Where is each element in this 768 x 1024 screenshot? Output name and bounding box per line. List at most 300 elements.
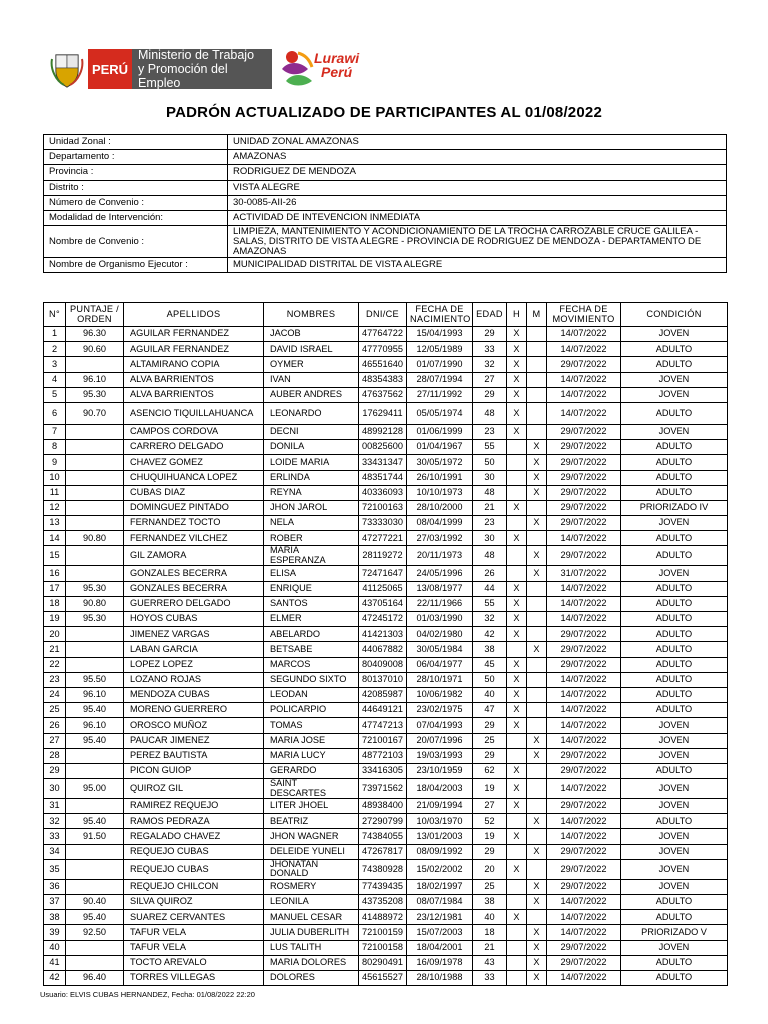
col-apellidos-cell: SUAREZ CERVANTES xyxy=(124,910,264,925)
col-dni-cell: 43735208 xyxy=(359,895,407,910)
col-puntaje-cell: 90.80 xyxy=(66,531,124,546)
col-fecha-nac-cell: 21/09/1994 xyxy=(407,799,473,814)
table-row xyxy=(44,612,728,627)
col-fecha-nac-cell: 18/04/2001 xyxy=(407,940,473,955)
col-h-cell: X xyxy=(507,327,527,342)
col-num-cell: 2 xyxy=(44,342,66,357)
col-condicion-cell: ADULTO xyxy=(621,485,728,500)
col-apellidos-cell: ALTAMIRANO COPIA xyxy=(124,357,264,372)
table-row xyxy=(44,748,728,763)
col-nombres-cell: REYNA xyxy=(264,485,359,500)
col-edad-cell: 40 xyxy=(473,687,507,702)
col-m-cell: X xyxy=(527,470,547,485)
col-fecha-nac-cell: 01/03/1990 xyxy=(407,612,473,627)
table-row xyxy=(44,879,728,894)
col-h-cell xyxy=(507,925,527,940)
col-h-cell xyxy=(507,814,527,829)
col-nombres-cell: TOMAS xyxy=(264,718,359,733)
col-apellidos-cell: CUBAS DIAZ xyxy=(124,485,264,500)
col-puntaje-cell: 95.40 xyxy=(66,910,124,925)
col-puntaje-cell: 90.80 xyxy=(66,596,124,611)
table-row xyxy=(44,779,728,799)
col-h-cell xyxy=(507,642,527,657)
col-apellidos-cell: TORRES VILLEGAS xyxy=(124,970,264,985)
col-nombres-cell: MARIA DOLORES xyxy=(264,955,359,970)
col-h-cell xyxy=(507,940,527,955)
info-label: Unidad Zonal : xyxy=(44,135,228,150)
col-fecha-mov-cell: 29/07/2022 xyxy=(547,500,621,515)
col-fecha-mov-cell: 29/07/2022 xyxy=(547,763,621,778)
col-h-cell: X xyxy=(507,910,527,925)
info-label: Provincia : xyxy=(44,165,228,180)
table-row xyxy=(44,844,728,859)
col-fecha-mov-cell: 14/07/2022 xyxy=(547,387,621,402)
col-condicion-cell: ADULTO xyxy=(621,627,728,642)
col-puntaje-cell: 96.40 xyxy=(66,970,124,985)
table-row xyxy=(44,357,728,372)
col-dni-cell: 72100158 xyxy=(359,940,407,955)
col-nombres-cell: LEONILA xyxy=(264,895,359,910)
col-condicion-cell: PRIORIZADO V xyxy=(621,925,728,940)
col-h-cell: X xyxy=(507,672,527,687)
col-nombres-cell: ELISA xyxy=(264,566,359,581)
info-value: ACTIVIDAD DE INTEVENCION INMEDIATA xyxy=(228,210,727,225)
info-label: Número de Convenio : xyxy=(44,195,228,210)
col-condicion-cell: ADULTO xyxy=(621,531,728,546)
info-value: MUNICIPALIDAD DISTRITAL DE VISTA ALEGRE xyxy=(228,258,727,273)
col-fecha-nac-cell: 13/08/1977 xyxy=(407,581,473,596)
col-h-cell: X xyxy=(507,779,527,799)
table-row xyxy=(44,516,728,531)
col-nombres-cell: MANUEL CESAR xyxy=(264,910,359,925)
col-fecha-mov-cell: 14/07/2022 xyxy=(547,596,621,611)
col-dni-cell: 17629411 xyxy=(359,402,407,424)
col-num-cell: 37 xyxy=(44,895,66,910)
col-apellidos-cell: TAFUR VELA xyxy=(124,940,264,955)
col-nombres-cell: OYMER xyxy=(264,357,359,372)
col-condicion-cell: ADULTO xyxy=(621,970,728,985)
col-h-cell: X xyxy=(507,687,527,702)
col-edad-cell: 29 xyxy=(473,387,507,402)
col-edad-cell: 33 xyxy=(473,970,507,985)
footer-user-stamp: Usuario: ELVIS CUBAS HERNANDEZ, Fecha: 01/08/2022 22:20 xyxy=(40,990,255,999)
table-row xyxy=(44,829,728,844)
col-edad-cell: 30 xyxy=(473,531,507,546)
col-puntaje-cell xyxy=(66,748,124,763)
col-edad-cell: 43 xyxy=(473,955,507,970)
col-m-cell xyxy=(527,672,547,687)
col-fecha-mov-cell: 31/07/2022 xyxy=(547,566,621,581)
col-fecha-nac-cell: 28/10/2000 xyxy=(407,500,473,515)
col-puntaje-cell: 95.40 xyxy=(66,733,124,748)
col-dni-cell: 77439435 xyxy=(359,879,407,894)
col-edad-cell: 48 xyxy=(473,546,507,566)
col-apellidos-cell: REQUEJO CUBAS xyxy=(124,844,264,859)
col-m-cell xyxy=(527,703,547,718)
col-edad-cell: 20 xyxy=(473,859,507,879)
col-num-cell: 41 xyxy=(44,955,66,970)
col-edad-cell: 45 xyxy=(473,657,507,672)
col-num-cell: 32 xyxy=(44,814,66,829)
table-row xyxy=(44,627,728,642)
col-apellidos-cell: LOPEZ LOPEZ xyxy=(124,657,264,672)
col-nombres-cell: SEGUNDO SIXTO xyxy=(264,672,359,687)
col-fecha-mov-cell: 14/07/2022 xyxy=(547,372,621,387)
col-condicion-cell: ADULTO xyxy=(621,612,728,627)
table-row xyxy=(44,455,728,470)
col-h-cell: X xyxy=(507,372,527,387)
col-h-cell: X xyxy=(507,703,527,718)
col-num-cell: 21 xyxy=(44,642,66,657)
table-row xyxy=(44,799,728,814)
col-puntaje-cell: 95.00 xyxy=(66,779,124,799)
col-apellidos-cell: RAMIREZ REQUEJO xyxy=(124,799,264,814)
col-nombres-cell: ROBER xyxy=(264,531,359,546)
col-apellidos-cell: ASENCIO TIQUILLAHUANCA xyxy=(124,402,264,424)
col-h-cell: X xyxy=(507,531,527,546)
col-fecha-nac-header: FECHA DE NACIMIENTO xyxy=(407,303,473,327)
col-edad-cell: 38 xyxy=(473,895,507,910)
col-dni-cell: 72100167 xyxy=(359,733,407,748)
col-condicion-cell: JOVEN xyxy=(621,424,728,439)
col-puntaje-cell: 95.40 xyxy=(66,703,124,718)
table-row xyxy=(44,485,728,500)
col-fecha-mov-cell: 29/07/2022 xyxy=(547,455,621,470)
col-edad-cell: 47 xyxy=(473,703,507,718)
col-num-cell: 30 xyxy=(44,779,66,799)
table-row xyxy=(44,910,728,925)
col-fecha-nac-cell: 20/11/1973 xyxy=(407,546,473,566)
col-fecha-nac-cell: 28/10/1971 xyxy=(407,672,473,687)
col-m-cell: X xyxy=(527,970,547,985)
col-m-cell: X xyxy=(527,814,547,829)
col-apellidos-header: APELLIDOS xyxy=(124,303,264,327)
col-condicion-cell: ADULTO xyxy=(621,342,728,357)
col-apellidos-cell: FERNANDEZ TOCTO xyxy=(124,516,264,531)
col-h-cell: X xyxy=(507,424,527,439)
col-dni-cell: 47637562 xyxy=(359,387,407,402)
col-nombres-cell: MARCOS xyxy=(264,657,359,672)
col-edad-cell: 25 xyxy=(473,879,507,894)
col-dni-cell: 47245172 xyxy=(359,612,407,627)
col-nombres-cell: LOIDE MARIA xyxy=(264,455,359,470)
col-nombres-cell: JHON WAGNER xyxy=(264,829,359,844)
col-dni-cell: 44649121 xyxy=(359,703,407,718)
col-dni-cell: 27290799 xyxy=(359,814,407,829)
col-apellidos-cell: MORENO GUERRERO xyxy=(124,703,264,718)
info-row xyxy=(44,150,727,165)
info-row xyxy=(44,210,727,225)
col-puntaje-cell xyxy=(66,424,124,439)
col-m-cell: X xyxy=(527,485,547,500)
col-dni-cell: 48938400 xyxy=(359,799,407,814)
col-apellidos-cell: LABAN GARCIA xyxy=(124,642,264,657)
col-num-cell: 28 xyxy=(44,748,66,763)
col-num-cell: 13 xyxy=(44,516,66,531)
col-fecha-nac-cell: 01/04/1967 xyxy=(407,440,473,455)
col-fecha-mov-cell: 29/07/2022 xyxy=(547,844,621,859)
peru-brand-box xyxy=(88,49,132,89)
col-fecha-nac-cell: 10/03/1970 xyxy=(407,814,473,829)
col-fecha-nac-cell: 30/05/1972 xyxy=(407,455,473,470)
peru-coat-of-arms-icon xyxy=(50,49,84,89)
col-edad-cell: 21 xyxy=(473,940,507,955)
col-fecha-mov-cell: 14/07/2022 xyxy=(547,925,621,940)
col-dni-cell: 72100163 xyxy=(359,500,407,515)
col-m-cell xyxy=(527,687,547,702)
col-num-cell: 3 xyxy=(44,357,66,372)
col-puntaje-cell: 96.10 xyxy=(66,687,124,702)
col-puntaje-cell xyxy=(66,485,124,500)
col-dni-cell: 33416305 xyxy=(359,763,407,778)
col-apellidos-cell: SILVA QUIROZ xyxy=(124,895,264,910)
col-dni-cell: 41125065 xyxy=(359,581,407,596)
col-fecha-mov-cell: 29/07/2022 xyxy=(547,424,621,439)
col-edad-cell: 27 xyxy=(473,799,507,814)
col-edad-cell: 19 xyxy=(473,779,507,799)
col-fecha-mov-cell: 14/07/2022 xyxy=(547,779,621,799)
col-h-cell: X xyxy=(507,387,527,402)
col-h-cell: X xyxy=(507,612,527,627)
col-nombres-cell: DOLORES xyxy=(264,970,359,985)
col-condicion-cell: JOVEN xyxy=(621,387,728,402)
col-condicion-cell: ADULTO xyxy=(621,895,728,910)
col-h-cell: X xyxy=(507,500,527,515)
col-fecha-nac-cell: 15/07/2003 xyxy=(407,925,473,940)
col-h-cell: X xyxy=(507,829,527,844)
col-num-cell: 34 xyxy=(44,844,66,859)
col-num-cell: 5 xyxy=(44,387,66,402)
col-dni-cell: 00825600 xyxy=(359,440,407,455)
convenio-info-table xyxy=(43,134,727,273)
col-nombres-cell: AUBER ANDRES xyxy=(264,387,359,402)
col-m-cell xyxy=(527,372,547,387)
col-condicion-cell: ADULTO xyxy=(621,672,728,687)
col-nombres-cell: LUS TALITH xyxy=(264,940,359,955)
info-row xyxy=(44,258,727,273)
table-row xyxy=(44,814,728,829)
col-puntaje-cell xyxy=(66,844,124,859)
col-puntaje-cell: 95.30 xyxy=(66,581,124,596)
col-num-cell: 33 xyxy=(44,829,66,844)
col-condicion-cell: JOVEN xyxy=(621,799,728,814)
col-dni-cell: 41488972 xyxy=(359,910,407,925)
col-nombres-header: NOMBRES xyxy=(264,303,359,327)
col-apellidos-cell: REGALADO CHAVEZ xyxy=(124,829,264,844)
col-nombres-cell: MARIA ESPERANZA xyxy=(264,546,359,566)
col-condicion-cell: JOVEN xyxy=(621,829,728,844)
col-puntaje-header: PUNTAJE / ORDEN xyxy=(66,303,124,327)
col-fecha-nac-cell: 20/07/1996 xyxy=(407,733,473,748)
col-edad-cell: 30 xyxy=(473,470,507,485)
col-edad-cell: 29 xyxy=(473,327,507,342)
col-fecha-mov-cell: 14/07/2022 xyxy=(547,718,621,733)
col-h-cell xyxy=(507,470,527,485)
col-apellidos-cell: PAUCAR JIMENEZ xyxy=(124,733,264,748)
ministry-line-2: y Promoción del Empleo xyxy=(138,62,228,90)
col-fecha-nac-cell: 27/03/1992 xyxy=(407,531,473,546)
col-edad-cell: 44 xyxy=(473,581,507,596)
table-row xyxy=(44,342,728,357)
col-num-cell: 40 xyxy=(44,940,66,955)
table-row xyxy=(44,581,728,596)
table-row xyxy=(44,733,728,748)
col-num-cell: 7 xyxy=(44,424,66,439)
col-apellidos-cell: MENDOZA CUBAS xyxy=(124,687,264,702)
col-num-cell: 26 xyxy=(44,718,66,733)
col-fecha-nac-cell: 07/04/1993 xyxy=(407,718,473,733)
col-m-cell: X xyxy=(527,455,547,470)
col-fecha-nac-cell: 18/02/1997 xyxy=(407,879,473,894)
table-row xyxy=(44,763,728,778)
col-edad-cell: 25 xyxy=(473,733,507,748)
col-fecha-nac-cell: 05/05/1974 xyxy=(407,402,473,424)
col-num-cell: 8 xyxy=(44,440,66,455)
col-fecha-nac-cell: 10/06/1982 xyxy=(407,687,473,702)
col-num-cell: 39 xyxy=(44,925,66,940)
col-nombres-cell: JHON JAROL xyxy=(264,500,359,515)
col-condicion-cell: JOVEN xyxy=(621,779,728,799)
table-row xyxy=(44,402,728,424)
col-condicion-cell: ADULTO xyxy=(621,546,728,566)
col-condicion-cell: ADULTO xyxy=(621,470,728,485)
col-fecha-mov-cell: 29/07/2022 xyxy=(547,859,621,879)
col-fecha-nac-cell: 27/11/1992 xyxy=(407,387,473,402)
col-condicion-cell: ADULTO xyxy=(621,440,728,455)
col-apellidos-cell: RAMOS PEDRAZA xyxy=(124,814,264,829)
col-apellidos-cell: TOCTO AREVALO xyxy=(124,955,264,970)
col-nombres-cell: MARIA JOSE xyxy=(264,733,359,748)
col-h-header: H xyxy=(507,303,527,327)
col-fecha-nac-cell: 18/04/2003 xyxy=(407,779,473,799)
col-dni-cell: 48354383 xyxy=(359,372,407,387)
col-nombres-cell: DECNI xyxy=(264,424,359,439)
col-fecha-mov-cell: 29/07/2022 xyxy=(547,516,621,531)
col-edad-cell: 32 xyxy=(473,357,507,372)
col-condicion-cell: JOVEN xyxy=(621,516,728,531)
col-m-header: M xyxy=(527,303,547,327)
col-num-cell: 12 xyxy=(44,500,66,515)
col-fecha-nac-cell: 15/04/1993 xyxy=(407,327,473,342)
col-condicion-cell: ADULTO xyxy=(621,955,728,970)
col-h-cell: X xyxy=(507,627,527,642)
col-puntaje-cell xyxy=(66,763,124,778)
col-puntaje-cell: 91.50 xyxy=(66,829,124,844)
col-h-cell: X xyxy=(507,859,527,879)
col-m-cell: X xyxy=(527,733,547,748)
col-puntaje-cell xyxy=(66,440,124,455)
col-fecha-nac-cell: 01/07/1990 xyxy=(407,357,473,372)
col-fecha-mov-cell: 29/07/2022 xyxy=(547,657,621,672)
col-puntaje-cell xyxy=(66,955,124,970)
col-dni-cell: 28119272 xyxy=(359,546,407,566)
col-apellidos-cell: REQUEJO CHILCON xyxy=(124,879,264,894)
col-m-cell xyxy=(527,357,547,372)
col-apellidos-cell: GONZALES BECERRA xyxy=(124,581,264,596)
col-dni-header: DNI/CE xyxy=(359,303,407,327)
table-row xyxy=(44,596,728,611)
col-h-cell: X xyxy=(507,799,527,814)
col-fecha-nac-cell: 08/09/1992 xyxy=(407,844,473,859)
peru-label: PERÚ xyxy=(91,61,129,77)
info-value: LIMPIEZA, MANTENIMIENTO Y ACONDICIONAMIENTO DE LA TROCHA CARROZABLE CRUCE GALILEA - SALAS, DISTRITO DE VISTA ALEGRE - PROVINCIA DE RODRIGUEZ DE MENDOZA - DEPARTAMENTO DE AMAZONAS xyxy=(228,226,727,258)
col-puntaje-cell: 95.40 xyxy=(66,814,124,829)
col-edad-cell: 29 xyxy=(473,844,507,859)
lurawi-line-2: Perú xyxy=(321,64,353,80)
col-puntaje-cell xyxy=(66,470,124,485)
col-fecha-nac-cell: 28/10/1988 xyxy=(407,970,473,985)
col-fecha-nac-cell: 06/04/1977 xyxy=(407,657,473,672)
table-row xyxy=(44,440,728,455)
col-fecha-mov-cell: 29/07/2022 xyxy=(547,357,621,372)
col-dni-cell: 80137010 xyxy=(359,672,407,687)
col-m-cell: X xyxy=(527,642,547,657)
ministry-line-1: Ministerio de Trabajo xyxy=(138,48,255,62)
col-dni-cell: 47267817 xyxy=(359,844,407,859)
col-num-cell: 31 xyxy=(44,799,66,814)
col-dni-cell: 47764722 xyxy=(359,327,407,342)
table-row xyxy=(44,566,728,581)
col-condicion-cell: JOVEN xyxy=(621,718,728,733)
col-dni-cell: 46551640 xyxy=(359,357,407,372)
ministry-brand-box xyxy=(132,49,272,89)
col-apellidos-cell: GONZALES BECERRA xyxy=(124,566,264,581)
info-value: 30-0085-AII-26 xyxy=(228,195,727,210)
col-edad-cell: 21 xyxy=(473,500,507,515)
col-m-cell xyxy=(527,581,547,596)
header-logos xyxy=(50,46,378,92)
col-h-cell xyxy=(507,440,527,455)
col-m-cell xyxy=(527,342,547,357)
col-puntaje-cell xyxy=(66,566,124,581)
col-h-cell: X xyxy=(507,402,527,424)
col-condicion-cell: JOVEN xyxy=(621,566,728,581)
col-apellidos-cell: AGUILAR FERNANDEZ xyxy=(124,327,264,342)
col-dni-cell: 43705164 xyxy=(359,596,407,611)
col-m-cell xyxy=(527,829,547,844)
col-apellidos-cell: CARRERO DELGADO xyxy=(124,440,264,455)
info-row xyxy=(44,180,727,195)
col-dni-cell: 74384055 xyxy=(359,829,407,844)
col-apellidos-cell: GIL ZAMORA xyxy=(124,546,264,566)
col-fecha-mov-cell: 29/07/2022 xyxy=(547,470,621,485)
col-dni-cell: 72471647 xyxy=(359,566,407,581)
col-num-cell: 10 xyxy=(44,470,66,485)
col-edad-cell: 48 xyxy=(473,485,507,500)
col-edad-cell: 32 xyxy=(473,612,507,627)
col-h-cell: X xyxy=(507,718,527,733)
col-m-cell: X xyxy=(527,879,547,894)
table-row xyxy=(44,546,728,566)
col-fecha-nac-cell: 16/09/1978 xyxy=(407,955,473,970)
col-m-cell xyxy=(527,779,547,799)
col-dni-cell: 45615527 xyxy=(359,970,407,985)
table-row xyxy=(44,372,728,387)
col-fecha-mov-cell: 14/07/2022 xyxy=(547,829,621,844)
col-dni-cell: 48992128 xyxy=(359,424,407,439)
col-fecha-mov-cell: 29/07/2022 xyxy=(547,546,621,566)
col-puntaje-cell xyxy=(66,500,124,515)
col-h-cell xyxy=(507,879,527,894)
info-value: AMAZONAS xyxy=(228,150,727,165)
col-apellidos-cell: REQUEJO CUBAS xyxy=(124,859,264,879)
col-num-cell: 17 xyxy=(44,581,66,596)
col-fecha-mov-cell: 14/07/2022 xyxy=(547,687,621,702)
col-dni-cell: 74380928 xyxy=(359,859,407,879)
col-edad-cell: 29 xyxy=(473,748,507,763)
col-puntaje-cell xyxy=(66,516,124,531)
col-edad-cell: 62 xyxy=(473,763,507,778)
